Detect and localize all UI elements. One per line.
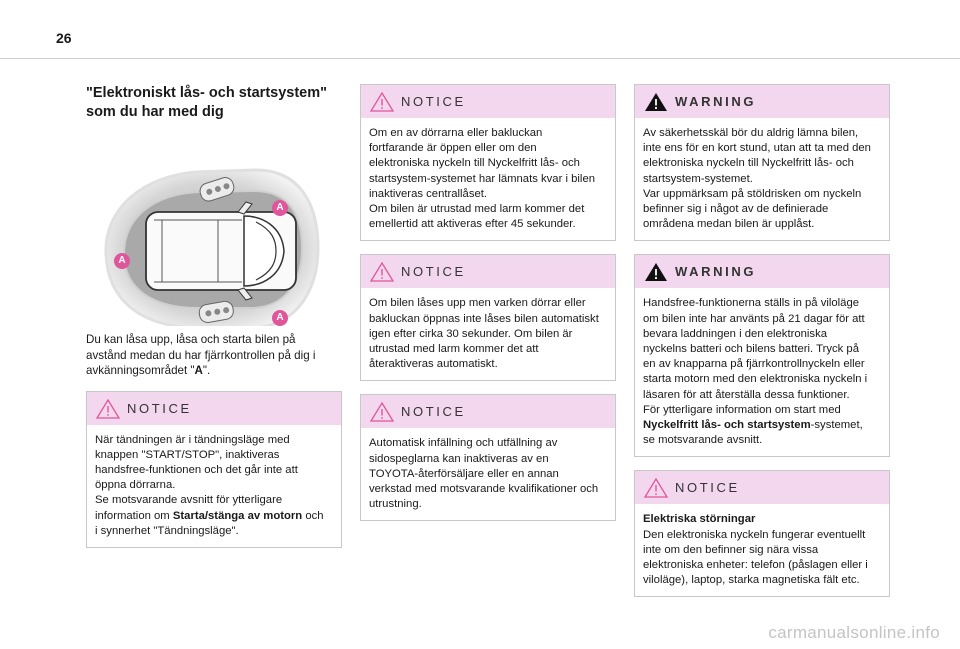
warning-line: se motsvarande avsnitt. xyxy=(643,434,763,447)
section-title-line2: som du har med dig xyxy=(86,104,224,120)
warning-line: nyckelns batteri och bilens batteri. Tryck på xyxy=(643,343,859,356)
caution-triangle-icon xyxy=(95,398,121,420)
notice-line: Om en av dörrarna eller bakluckan xyxy=(369,127,543,139)
warning-box-theft xyxy=(634,84,890,241)
notice-box-ignition xyxy=(86,391,342,548)
warning-title: WARNING xyxy=(675,264,757,280)
warning-line: Var uppmärksam på stöldrisken om nyckeln xyxy=(643,187,862,200)
notice-line: inaktiveras centrallåset. xyxy=(369,187,488,200)
notice-title: NOTICE xyxy=(127,400,192,416)
notice-box-mirrors xyxy=(360,394,616,521)
caution-triangle-icon xyxy=(643,477,669,499)
notice-line: emellertid att aktiveras efter 45 sekunder. xyxy=(369,218,576,231)
warning-line: starta motorn med den elektroniska nyckeln i xyxy=(643,373,868,386)
notice-line: elektroniska nyckeln till Nyckelfritt lås- och xyxy=(369,157,580,170)
page-number: 26 xyxy=(56,30,72,46)
notice-line: Se motsvarande avsnitt för ytterligare xyxy=(95,494,283,507)
notice-line: bakluckan öppnas inte låses bilen automatiskt xyxy=(369,312,599,325)
notice-line: Om bilen låses upp men varken dörrar eller xyxy=(369,297,586,310)
cross-reference: Starta/stänga av motorn xyxy=(172,509,303,522)
notice-line: Den elektroniska nyckeln fungerar eventuellt xyxy=(643,528,866,541)
warning-line: -systemet, xyxy=(810,419,863,432)
warning-triangle-icon xyxy=(643,91,669,113)
notice-title: NOTICE xyxy=(401,264,466,280)
notice-line: TOYOTA-återförsäljare eller en annan xyxy=(369,467,559,480)
column-3 xyxy=(634,84,890,597)
section-title xyxy=(86,84,342,122)
notice-line: Om bilen är utrustad med larm kommer det xyxy=(369,203,585,216)
notice-line: startsystem-systemet har lämnats kvar i bilen xyxy=(369,172,596,185)
notice-title: NOTICE xyxy=(401,404,466,420)
notice-line: och xyxy=(302,509,324,522)
intro-line: avstånd medan du har fjärrkontrollen på dig i xyxy=(86,348,316,362)
notice-body xyxy=(361,428,615,520)
warning-line: För ytterligare information om start med xyxy=(643,403,841,416)
column-2 xyxy=(360,84,616,521)
notice-line: elektroniska enheter: telefon (påslagen eller i xyxy=(643,559,868,572)
notice-header xyxy=(361,255,615,288)
intro-line: Du kan låsa upp, låsa och starta bilen på xyxy=(86,333,296,346)
caution-triangle-icon xyxy=(369,401,395,423)
notice-line: utrustning. xyxy=(369,498,422,511)
notice-line: sidospeglarna kan inaktiveras av en xyxy=(369,452,549,465)
warning-line: Av säkerhetsskäl bör du aldrig lämna bilen, xyxy=(643,127,859,139)
notice-line: knappen "START/STOP", inaktiveras xyxy=(95,448,280,461)
notice-line: inte om den befinner sig nära vissa xyxy=(643,543,819,556)
keyless-range-illustration xyxy=(86,136,342,326)
notice-line: utrustad med larm kommer det att xyxy=(369,343,539,356)
notice-line: verkstad med motsvarande kvalifikationer och xyxy=(369,483,599,496)
warning-box-sleep-mode xyxy=(634,254,890,457)
warning-header xyxy=(635,85,889,118)
warning-triangle-icon xyxy=(643,261,669,283)
notice-header xyxy=(361,395,615,428)
notice-box-auto-relock xyxy=(360,254,616,381)
warning-line: en av knapparna på fjärrkontrollnyckeln eller xyxy=(643,358,865,371)
notice-line: När tändningen är i tändningsläge med xyxy=(95,433,290,446)
warning-line: områdena medan bilen är upplåst. xyxy=(643,218,815,231)
notice-header xyxy=(361,85,615,118)
warning-line: startsystem-systemet. xyxy=(643,172,753,185)
notice-body xyxy=(635,504,889,596)
notice-line: fortfarande är öppen eller om den xyxy=(369,142,537,155)
notice-line: återaktiveras automatiskt. xyxy=(369,358,498,371)
notice-header xyxy=(87,392,341,425)
notice-title: NOTICE xyxy=(675,480,740,496)
warning-line: läsaren för att återställa dessa funktioner. xyxy=(643,388,850,401)
warning-body xyxy=(635,118,889,240)
warning-line: inte ens för en kort stund, utan att ta med den xyxy=(643,142,871,155)
warning-body xyxy=(635,288,889,456)
zone-reference: A xyxy=(194,364,203,377)
zone-marker-a: A xyxy=(272,310,288,326)
notice-body xyxy=(361,288,615,380)
warning-line: Handsfree-funktionerna ställs in på viloläge xyxy=(643,297,860,310)
section-title-line1: "Elektroniskt lås- och startsystem" xyxy=(86,85,328,101)
notice-line: Automatisk infällning och utfällning av xyxy=(369,437,558,450)
watermark: carmanualsonline.info xyxy=(768,623,940,642)
zone-marker-a: A xyxy=(272,200,288,216)
notice-line: öppna dörrarna. xyxy=(95,479,176,492)
notice-line: i synnerhet "Tändningsläge". xyxy=(95,524,239,537)
intro-line: avkänningsområdet " xyxy=(86,364,195,377)
notice-line: viloläge), laptop, starka magnetiska fält etc. xyxy=(643,574,860,587)
warning-line: bevara laddningen i den elektroniska xyxy=(643,327,828,340)
warning-title: WARNING xyxy=(675,94,757,109)
warning-line: elektroniska nyckeln till Nyckelfritt lås- och xyxy=(643,157,854,170)
top-divider xyxy=(0,58,960,59)
notice-box-doors-open xyxy=(360,84,616,241)
warning-line: befinner sig i något av de definierade xyxy=(643,203,829,216)
notice-heading: Elektriska störningar xyxy=(643,513,756,526)
zone-marker-a: A xyxy=(114,253,130,269)
notice-body xyxy=(87,425,341,547)
column-1 xyxy=(86,84,342,548)
notice-line: igen efter cirka 30 sekunder. Om bilen är xyxy=(369,327,573,340)
notice-box-interference xyxy=(634,470,890,597)
notice-line: handsfree-funktionen och det går inte att xyxy=(95,463,298,476)
caution-triangle-icon xyxy=(369,261,395,283)
notice-header xyxy=(635,471,889,504)
warning-header xyxy=(635,255,889,288)
notice-body xyxy=(361,118,615,240)
notice-title: NOTICE xyxy=(401,94,466,109)
intro-line-end: ". xyxy=(202,364,211,377)
warning-line: om bilen inte har använts på 21 dagar för att xyxy=(643,312,865,325)
intro-paragraph xyxy=(86,332,342,379)
cross-reference: Nyckelfritt lås- och startsystem xyxy=(643,419,811,432)
caution-triangle-icon xyxy=(369,91,395,113)
notice-line: information om xyxy=(95,509,173,522)
